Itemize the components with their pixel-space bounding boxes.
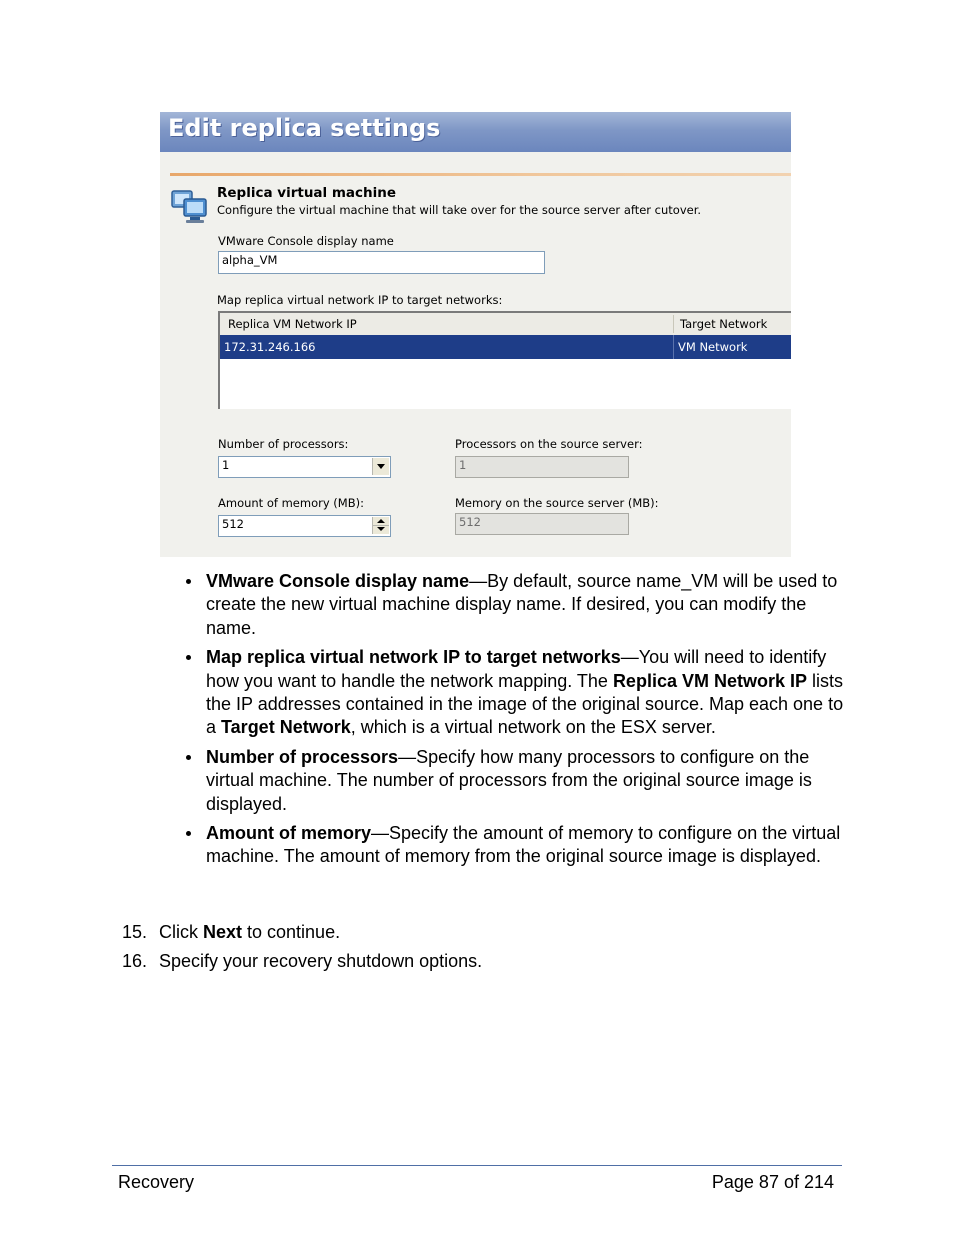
step-text: Click (159, 922, 203, 942)
list-item (186, 570, 846, 640)
column-divider[interactable] (673, 315, 674, 333)
footer-divider (112, 1165, 842, 1166)
row-divider (673, 335, 674, 359)
dialog-title-bar (160, 112, 791, 152)
list-item (186, 646, 846, 740)
row-target-network[interactable]: VM Network (678, 340, 748, 354)
term: Number of processors (206, 746, 399, 767)
description: —Specify the amount of memory to configure on the virtual machine. The amount of memory from the original source image is displayed. (206, 823, 841, 867)
step-number: 16. (122, 951, 148, 971)
bullet-icon (186, 755, 191, 760)
step-16 (122, 950, 482, 973)
memory-stepper[interactable] (218, 515, 391, 537)
step-text: to continue. (242, 922, 341, 942)
memory-label: Amount of memory (MB): (218, 496, 364, 510)
description: lists the IP addresses contained in the image of the original source. Map each one to a (206, 670, 844, 738)
map-networks-label: Map replica virtual network IP to target networks: (217, 293, 503, 307)
source-processors-field: 1 (455, 456, 629, 478)
page-number: Page 87 of 214 (711, 1172, 834, 1192)
bold-term: Target Network (221, 717, 351, 738)
processors-value: 1 (222, 458, 230, 472)
bullet-icon (186, 579, 191, 584)
source-processors-label: Processors on the source server: (455, 437, 643, 451)
column-header-target-network[interactable]: Target Network (680, 317, 768, 331)
column-header-replica-ip[interactable]: Replica VM Network IP (228, 317, 357, 331)
dialog-title: Edit replica settings (168, 114, 441, 142)
term: Amount of memory (206, 823, 372, 844)
processors-label: Number of processors: (218, 437, 349, 451)
header-divider (170, 173, 791, 176)
term: Map replica virtual network IP to target networks (206, 647, 621, 668)
step-15 (122, 921, 340, 944)
step-number: 15. (122, 922, 148, 942)
footer-section: Recovery (118, 1172, 195, 1192)
memory-value: 512 (222, 517, 244, 531)
description: —By default, source name_VM will be used to create the new virtual machine display name. If desired, you can modify the name. (206, 571, 838, 638)
bullet-icon (186, 655, 191, 660)
table-row[interactable] (220, 335, 791, 359)
virtual-machine-icon (170, 185, 210, 225)
section-description: Configure the virtual machine that will take over for the source server after cutover. (217, 203, 702, 217)
bullet-icon (186, 831, 191, 836)
display-name-label: VMware Console display name (218, 234, 394, 248)
description: , which is a virtual network on the ESX server. (350, 717, 716, 738)
field-descriptions-list (186, 570, 846, 875)
list-item (186, 822, 846, 869)
chevron-down-icon[interactable] (372, 458, 389, 475)
spinner-icon[interactable] (372, 517, 389, 534)
edit-replica-settings-dialog (160, 112, 791, 557)
source-memory-field: 512 (455, 513, 629, 535)
section-title: Replica virtual machine (217, 185, 397, 201)
grid-header (220, 313, 791, 336)
network-mapping-grid[interactable] (218, 311, 791, 409)
term: VMware Console display name (206, 571, 470, 591)
processors-dropdown[interactable] (218, 456, 391, 478)
step-bold: Next (203, 922, 243, 942)
row-replica-ip: 172.31.246.166 (224, 340, 316, 354)
source-memory-label: Memory on the source server (MB): (455, 496, 659, 510)
display-name-input[interactable]: alpha_VM (218, 251, 545, 274)
bold-term: Replica VM Network IP (612, 670, 807, 691)
description: —Specify how many processors to configure on the virtual machine. The number of processors from the original source image is displayed. (206, 746, 812, 814)
description: —You will need to identify how you want to handle the network mapping. The (206, 647, 827, 691)
list-item (186, 746, 846, 816)
step-text: Specify your recovery shutdown options. (159, 951, 483, 971)
